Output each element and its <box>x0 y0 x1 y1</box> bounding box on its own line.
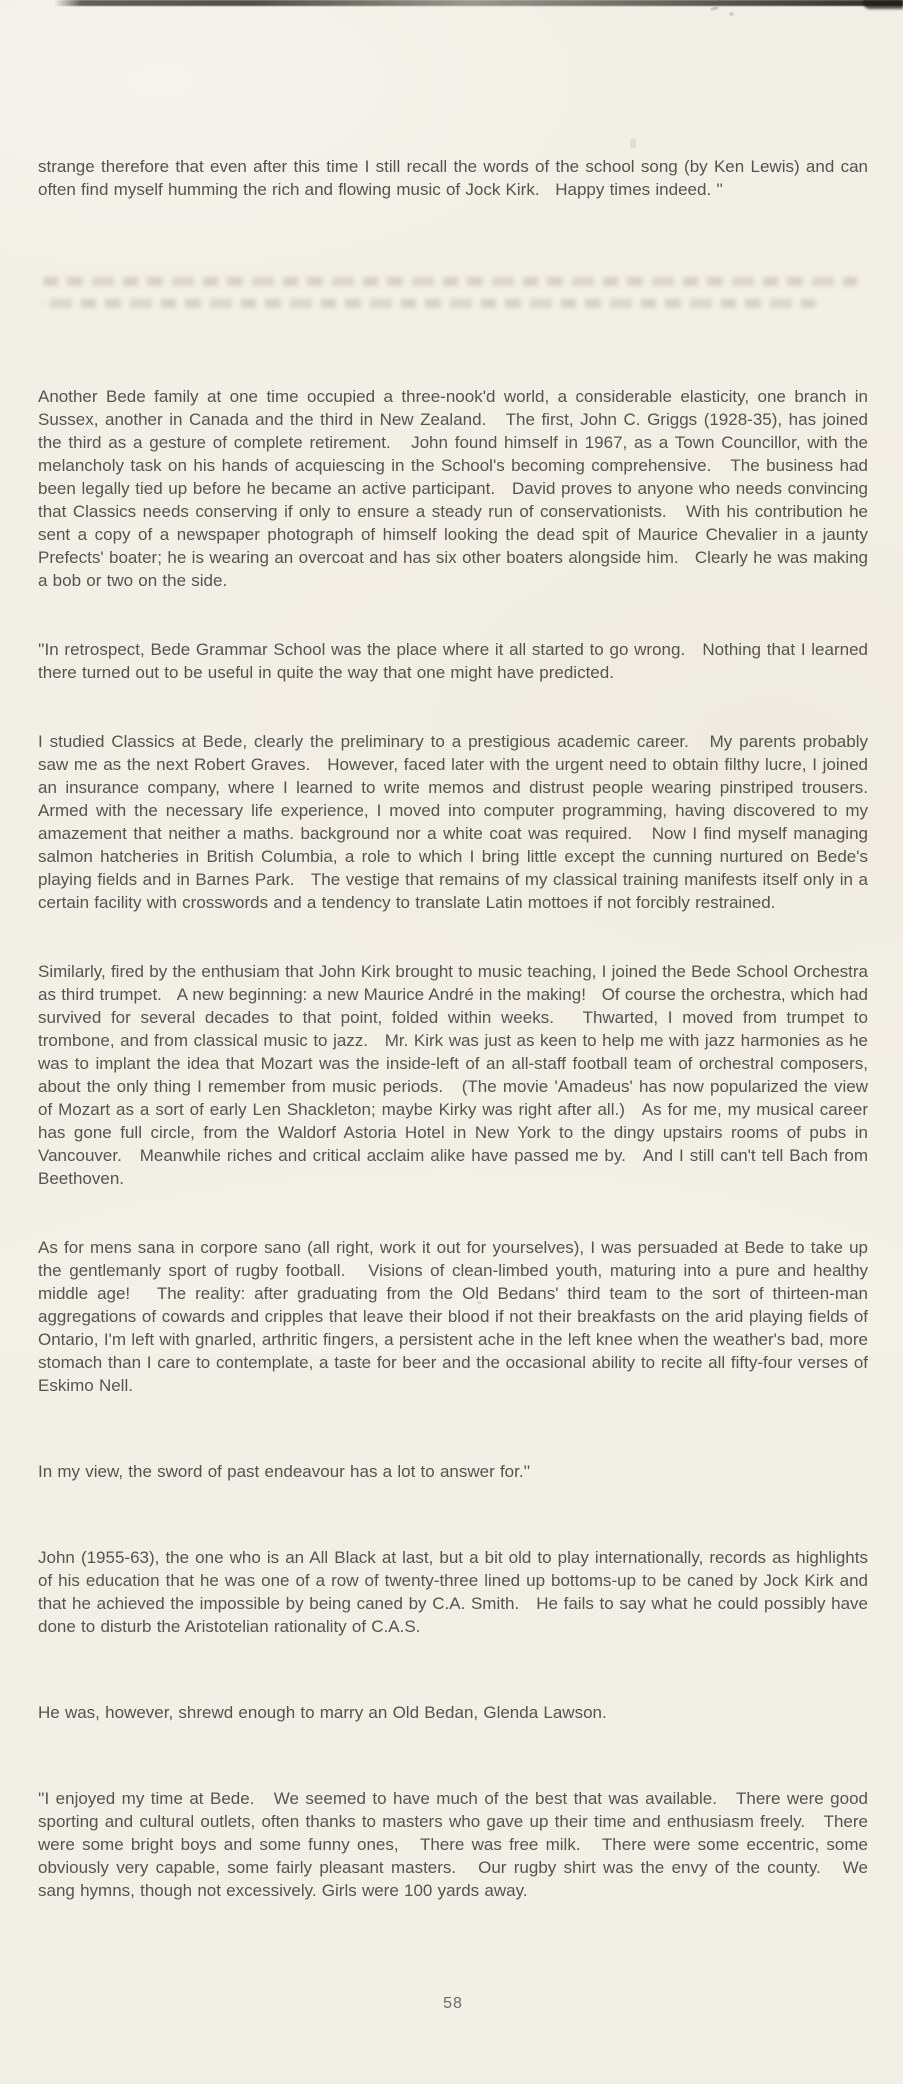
paragraph: I studied Classics at Bede, clearly the preliminary to a prestigious academic career. My parents probably saw me as the next Robert Graves. However, faced later with the urgent need to obtain filthy lucre, I joined an insurance company, where I learned to write memos and distrust people wearing pinstriped trousers. Armed with the necessary life experience, I moved into computer programming, having discovered to my amazement that neither a maths. background nor a white coat was required. Now I find myself managing salmon hatcheries in British Columbia, a role to which I bring little except the cunning nurtured on Bede's playing fields and in Barnes Park. The vestige that remains of my classical training manifests itself only in a certain facility with crosswords and a tendency to translate Latin mottoes if not forcibly restrained. <box>38 732 884 912</box>
ghost-line <box>42 277 858 286</box>
paragraph: strange therefore that even after this time I still recall the words of the school song (by Ken Lewis) and can often find myself humming the rich and flowing music of Jock Kirk. Happy times indeed. '' <box>38 157 874 199</box>
paragraph: ''I enjoyed my time at Bede. We seemed to have much of the best that was available. There were good sporting and cultural outlets, often thanks to masters who gave up their time and enthusiasm freely. There were some bright boys and some funny ones, There was free milk. There were some eccentric, some obviously very capable, some fairly pleasant masters. Our rugby shirt was the envy of the county. We sang hymns, though not excessively. Girls were 100 yards away. <box>38 1789 874 1900</box>
paragraph: He was, however, shrewd enough to marry an Old Bedan, Glenda Lawson. <box>38 1703 607 1722</box>
ghost-line <box>40 299 816 308</box>
paragraph: Similarly, fired by the enthusiam that John Kirk brought to music teaching, I joined the Bede School Orchestra as third trumpet. A new beginning: a new Maurice André in the making! Of course the orchestra, which had survived for several decades to that point, folded within weeks. Thwarted, I moved from trumpet to trombone, and from classical music to jazz. Mr. Kirk was just as keen to help me with jazz harmonies as he was to implant the idea that Mozart was the inside-left of an all-staff football team of orchestral composers, about the only thing I remember from music periods. (The movie 'Amadeus' has now popularized the view of Mozart as a sort of early Len Shackleton; maybe Kirky was right after all.) As for me, my musical career has gone full circle, from the Waldorf Astoria Hotel in New York to the dingy upstairs rooms of pubs in Vancouver. Meanwhile riches and critical acclaim alike have passed me by. And I still can't tell Bach from Beethoven. <box>38 962 874 1188</box>
text-block <box>38 0 884 2084</box>
paragraph: John (1955-63), the one who is an All Black at last, but a bit old to play internationally, records as highlights of his education that he was one of a row of twenty-three lined up bottoms-up to be caned by Jock Kirk and that he achieved the impossible by being caned by C.A. Smith. He fails to say what he could possibly have done to disturb the Aristotelian rationality of C.A.S. <box>38 1548 874 1636</box>
bleed-through-ghost-text <box>38 270 868 316</box>
scan-edge-artifact-right <box>863 0 903 9</box>
paragraph: As for mens sana in corpore sano (all right, work it out for yourselves), I was persuaded at Bede to take up the gentlemanly sport of rugby football. Visions of clean-limbed youth, maturing into a pure and healthy middle age! The reality: after graduating from the Old Bedans' third team to the sort of thirteen-man aggregations of cowards and cripples that leave their blood if not their breakfasts on the arid playing fields of Ontario, I'm left with gnarled, arthritic fingers, a persistent ache in the left knee when the weather's bad, more stomach than I care to contemplate, a taste for beer and the occasional ability to recite all fifty-four verses of Eskimo Nell. <box>38 1238 874 1395</box>
paragraph: In my view, the sword of past endeavour has a lot to answer for.'' <box>38 1462 531 1481</box>
page-number: 58 <box>443 1995 463 2012</box>
paragraph: Another Bede family at one time occupied a three-nook'd world, a considerable elasticity, one branch in Sussex, another in Canada and the third in New Zealand. The first, John C. Griggs (1928-35), has joined the third as a gesture of complete retirement. John found himself in 1967, as a Town Councillor, with the melancholy task on his hands of acquiescing in the School's becoming comprehensive. The business had been legally tied up before he became an active participant. David proves to anyone who needs convincing that Classics needs conserving if only to ensure a steady run of conservationists. With his contribution he sent a copy of a newspaper photograph of himself looking the dead spit of Maurice Chevalier in a jaunty Prefects' boater; he is wearing an overcoat and has six other boaters alongside him. Clearly he was making a bob or two on the side. <box>38 387 874 590</box>
paragraph: ''In retrospect, Bede Grammar School was the place where it all started to go wrong. Nothing that I learned there turned out to be useful in quite the way that one might have predicted. <box>38 640 874 682</box>
